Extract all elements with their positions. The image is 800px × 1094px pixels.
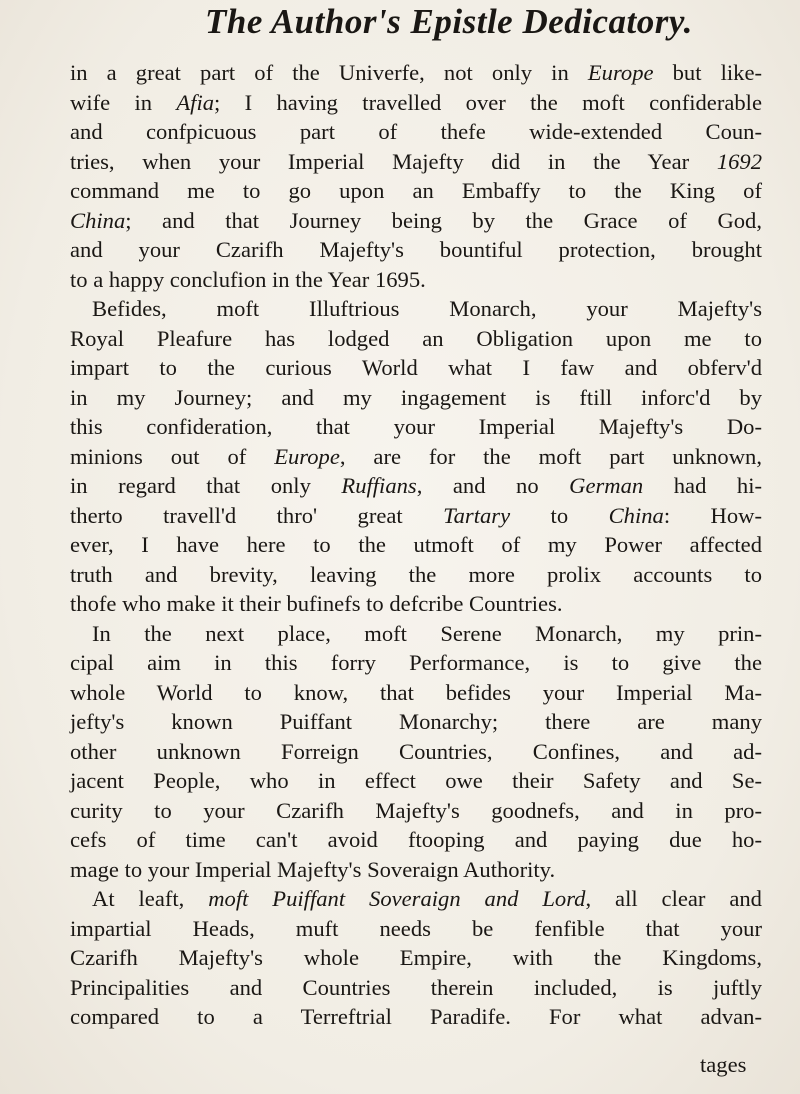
text-line: Royal Pleafure has lodged an Obligation upon me to xyxy=(70,325,762,351)
text-line: impartial Heads, muft needs be fenfible that your xyxy=(70,915,762,941)
text-line: jacent People, who in effect owe their Safety and Se- xyxy=(70,768,762,793)
text-line: truth and brevity, leaving the more prolix accounts to xyxy=(70,561,762,587)
running-header: The Author's Epistle Dedicatory. xyxy=(205,2,693,41)
text-line: whole World to know, that befides your Imperial Ma- xyxy=(70,679,762,705)
text-line: compared to a Terreftrial Paradife. For what advan- xyxy=(70,1004,762,1029)
text-line: China; and that Journey being by the Grace of God, xyxy=(70,207,762,233)
body-text xyxy=(70,58,762,1032)
text-line: cipal aim in this forry Performance, is to give the xyxy=(70,650,762,675)
text-line: impart to the curious World what I faw and obferv'd xyxy=(70,355,762,380)
text-line: At leaft, moft Puiffant Soveraign and Lord, all clear and xyxy=(92,886,762,911)
text-line: this confideration, that your Imperial Majefty's Do- xyxy=(70,414,762,439)
text-line: to a happy conclufion in the Year 1695. xyxy=(70,266,426,292)
text-line: Principalities and Countries therein included, is juftly xyxy=(70,974,762,1000)
text-line: in my Journey; and my ingagement is ftill inforc'd by xyxy=(70,384,762,410)
text-line: Czarifh Majefty's whole Empire, with the Kingdoms, xyxy=(70,945,762,970)
catchword: tages xyxy=(700,1052,747,1077)
text-line: thofe who make it their bufinefs to defcribe Countries. xyxy=(70,591,563,616)
text-line: minions out of Europe, are for the moft part unknown, xyxy=(70,443,762,469)
text-line: therto travell'd thro' great Tartary to China: How- xyxy=(70,502,762,528)
text-line: and your Czarifh Majefty's bountiful protection, brought xyxy=(70,237,762,262)
text-line: in regard that only Ruffians, and no German had hi- xyxy=(70,473,762,498)
text-line: cefs of time can't avoid ftooping and paying due ho- xyxy=(70,827,762,852)
text-line: mage to your Imperial Majefty's Soveraign Authority. xyxy=(70,856,556,882)
text-line: command me to go upon an Embaffy to the King of xyxy=(70,178,762,203)
text-line: curity to your Czarifh Majefty's goodnefs, and in pro- xyxy=(70,797,762,823)
text-line: and confpicuous part of thefe wide-extended Coun- xyxy=(70,119,762,144)
text-line: in a great part of the Univerfe, not only in Europe but like- xyxy=(70,60,763,85)
text-line: other unknown Forreign Countries, Confines, and ad- xyxy=(70,738,762,764)
text-line: tries, when your Imperial Majefty did in the Year 1692 xyxy=(70,148,762,174)
text-line: Befides, moft Illuftrious Monarch, your Majefty's xyxy=(92,296,762,321)
text-line: jefty's known Puiffant Monarchy; there are many xyxy=(70,709,762,734)
text-line: wife in Afia; I having travelled over the moft confiderable xyxy=(70,89,762,115)
text-line: In the next place, moft Serene Monarch, my prin- xyxy=(92,620,762,646)
text-line: ever, I have here to the utmoft of my Power affected xyxy=(70,532,762,557)
